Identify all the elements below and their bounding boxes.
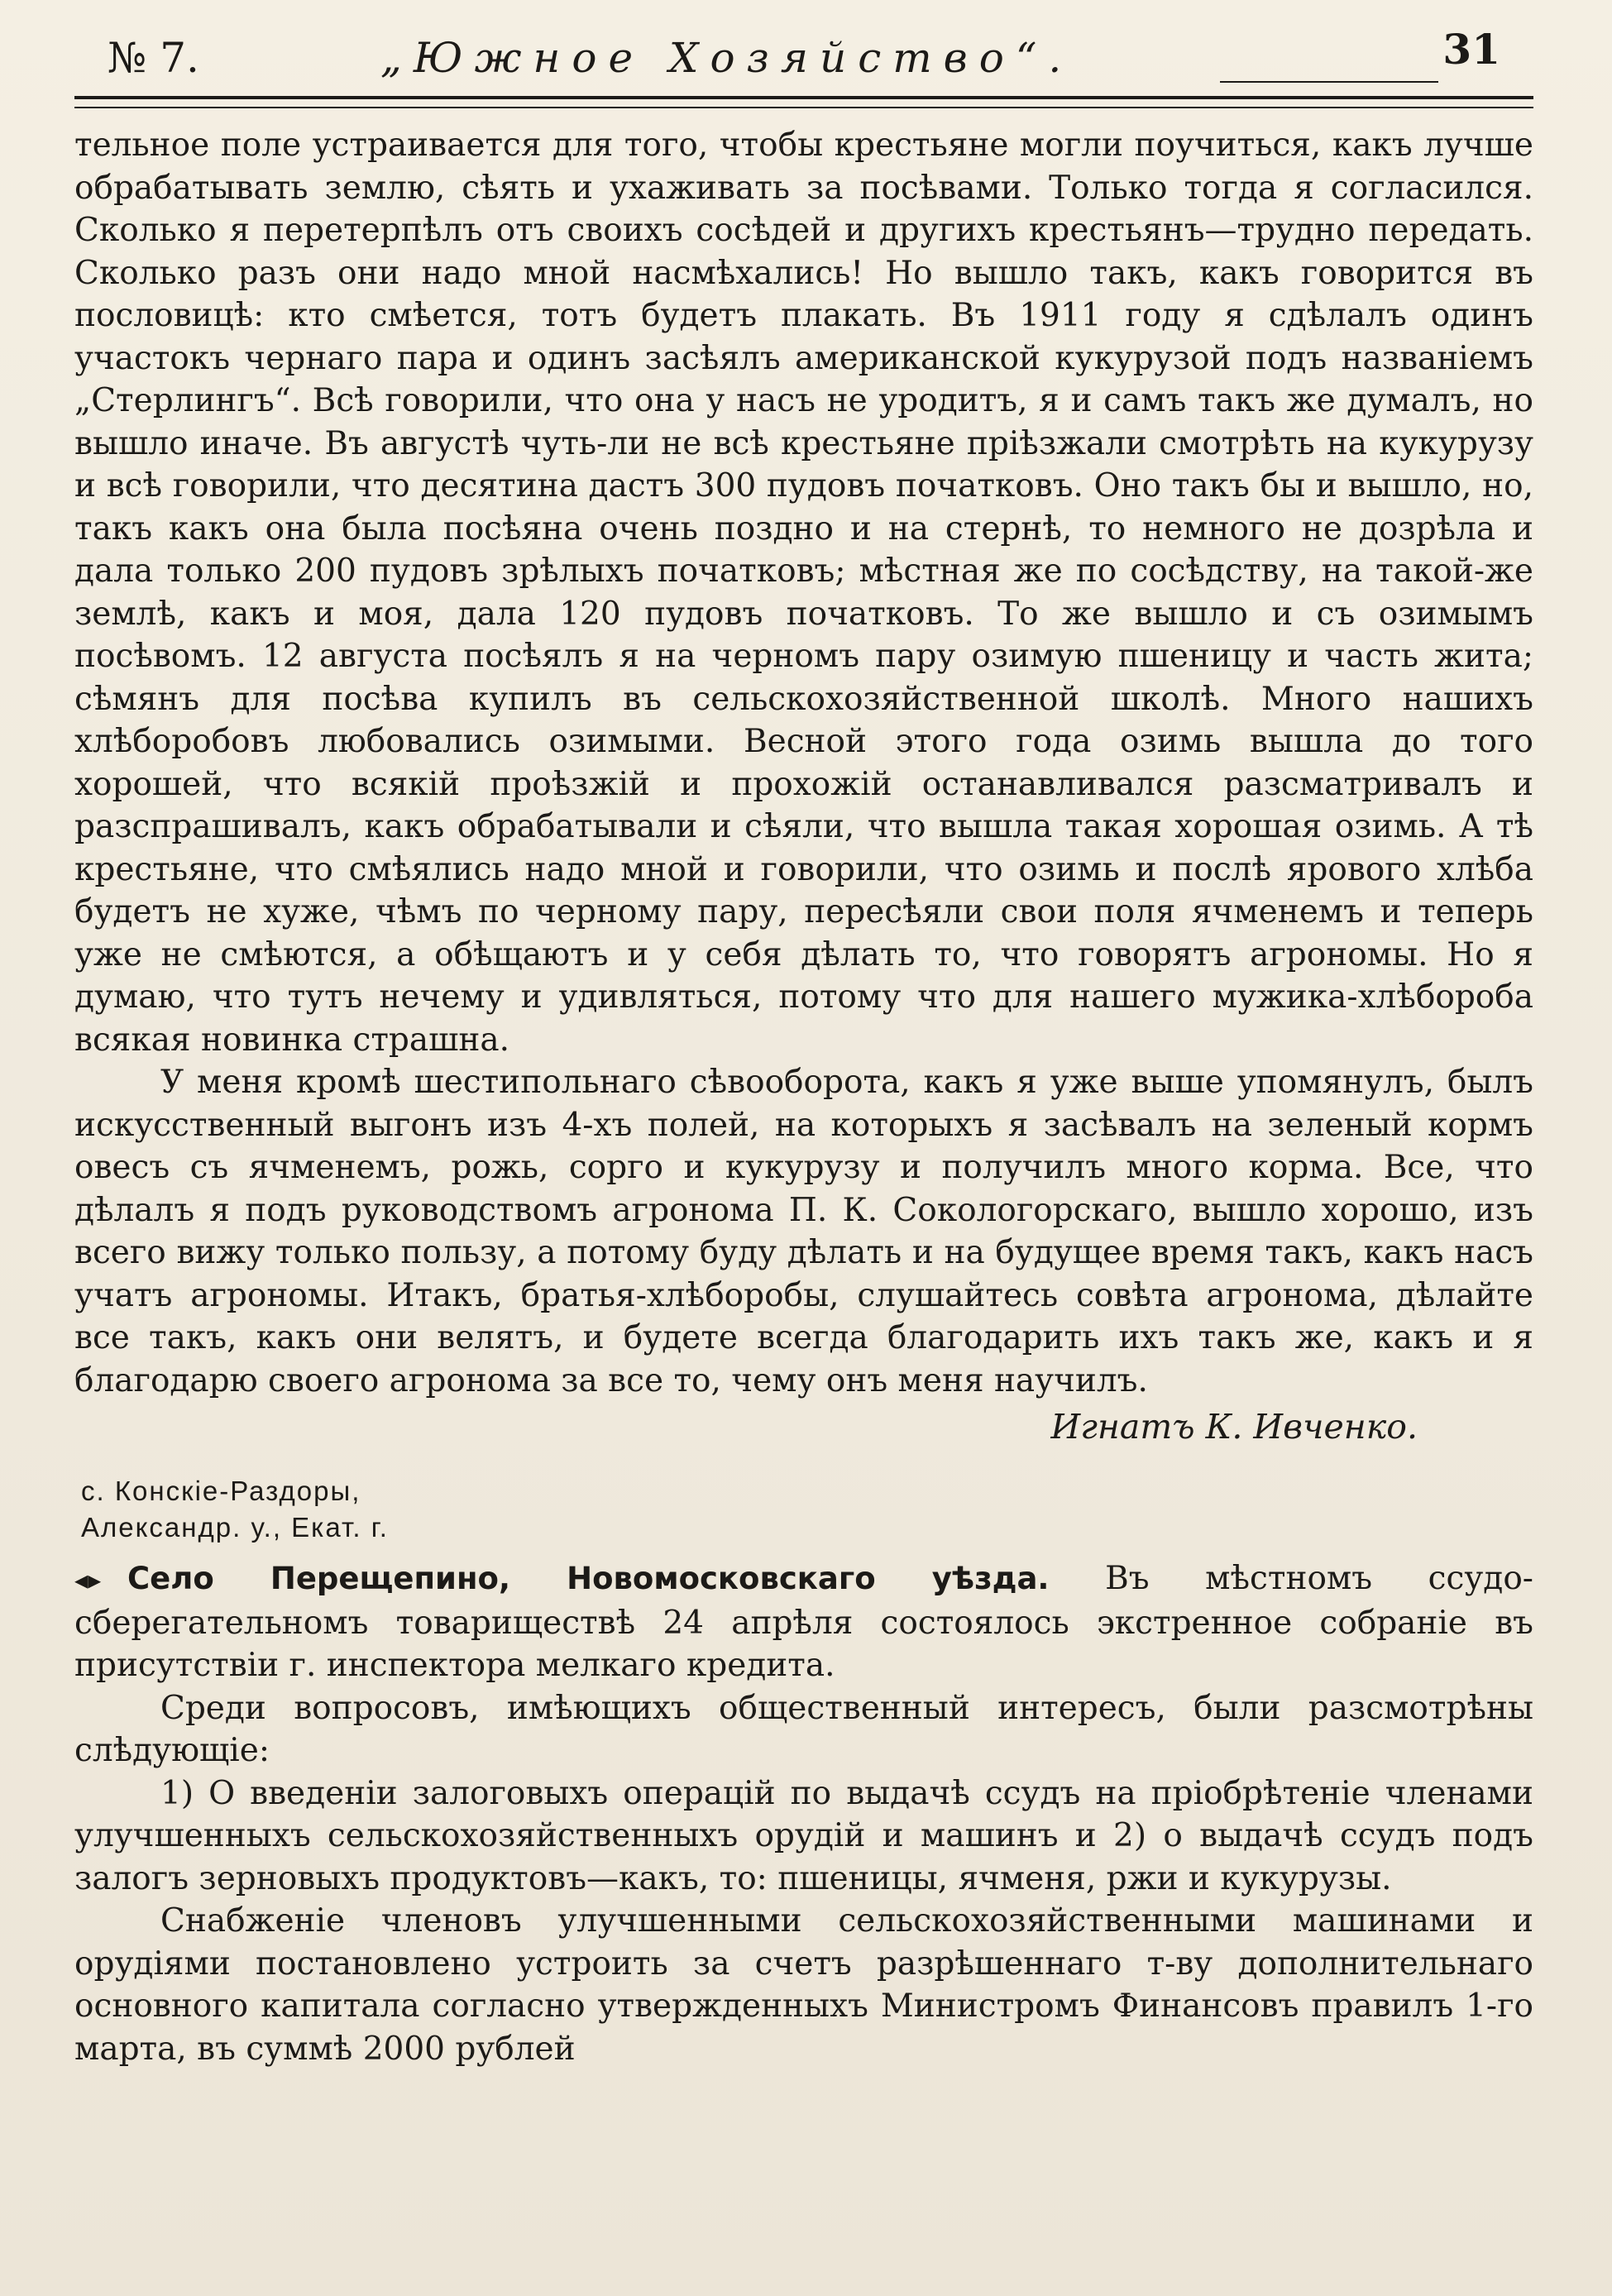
header-double-rule [74, 96, 1533, 108]
article2-intro: Въ мѣстномъ ссудо-сберегательномъ товариществѣ 24 апрѣля состоялось экстренное собраніе въ присутствіи г. инспектора мелкаго кредита. [74, 1560, 1533, 1684]
article2-paragraph-2: 1) О введеніи залоговыхъ операцій по выдачѣ ссудъ на пріобрѣтеніе членами улучшенныхъ сельскохозяйственныхъ орудій и машинъ и 2) о выдачѣ ссудъ подъ залогъ зерновыхъ продуктовъ—какъ, то: пшеницы, ячменя, ржи и кукурузы. [74, 1774, 1533, 1897]
article1-paragraph-1: тельное поле устраивается для того, чтобы крестьяне могли поучиться, какъ лучше обрабатывать землю, сѣять и ухаживать за посѣвами. Только тогда я согласился. Сколько я перетерпѣлъ отъ своихъ сосѣдей и другихъ крестьянъ—трудно передать. Сколько разъ они надо мной насмѣхались! Но вышло такъ, какъ говорится въ пословицѣ: кто смѣется, тотъ будетъ плакать. Въ 1911 году я сдѣлалъ одинъ участокъ чернаго пара и одинъ засѣялъ американской кукурузой подъ названіемъ „Стерлингъ“. Всѣ говорили, что она у насъ не уродитъ, я и самъ такъ же думалъ, но вышло иначе. Въ августѣ чуть-ли не всѣ крестьяне пріѣзжали смотрѣть на кукурузу и всѣ говорили, что десятина дастъ 300 пудовъ початковъ. Оно такъ бы и вышло, но, такъ какъ она была посѣяна очень поздно и на стернѣ, то немного не дозрѣла и дала только 200 пудовъ зрѣлыхъ початковъ; мѣстная же по сосѣдству, на такой-же землѣ, какъ и моя, дала 120 пудовъ початковъ. То же вышло и съ озимымъ посѣвомъ. 12 августа посѣялъ я на черномъ пару озимую пшеницу и часть жита; сѣмянъ для посѣва купилъ въ сельскохозяйственной школѣ. Много нашихъ хлѣборобовъ любовались озимыми. Весной этого года озимь вышла до того хорошей, что всякій проѣзжій и прохожій останавливался разсматривалъ и разспрашивалъ, какъ обрабатывали и сѣяли, что вышла такая хорошая озимь. А тѣ крестьяне, что смѣялись надо мной и говорили, что озимь и послѣ ярового хлѣба будетъ не хуже, чѣмъ по черному пару, пересѣяли свои поля ячменемъ и теперь уже не смѣются, а обѣщаютъ и у себя дѣлать то, что говорятъ агрономы. Но я думаю, что тутъ нечему и удивляться, потому что для нашего мужика-хлѣбороба всякая новинка страшна. [74, 127, 1533, 1059]
location-line-district: Александр. у., Екат. г. [81, 1512, 389, 1543]
author-location [81, 1473, 1533, 1546]
location-line-village: с. Конскіе-Раздоры, [81, 1476, 361, 1506]
section-marker-icon: ◂▸ [74, 1564, 102, 1595]
page-number: 31 [1442, 25, 1500, 74]
author-signature: Игнатъ К. Ивченко. [1050, 1407, 1418, 1447]
article2-lead-paragraph [74, 1557, 1533, 1687]
journal-title: „Южное Хозяйство“. [380, 34, 1074, 82]
running-header [74, 25, 1533, 108]
article2-paragraph-1: Среди вопросовъ, имѣющихъ общественный интересъ, были разсмотрѣны слѣдующіе: [74, 1689, 1533, 1769]
article2-heading: Село Перещепино, Новомосковскаго уѣзда. [127, 1561, 1050, 1596]
issue-number: № 7. [108, 34, 199, 82]
article2-paragraph-3: Снабженіе членовъ улучшенными сельскохозяйственными машинами и орудіями постановлено устроить за счетъ разрѣшеннаго т-ву дополнительнаго основного капитала согласно утвержденныхъ Министромъ Финансовъ правилъ 1-го марта, въ суммѣ 2000 рублей [74, 1902, 1533, 2068]
article1-paragraph-2: У меня кромѣ шестипольнаго сѣвооборота, какъ я уже выше упомянулъ, былъ искусственный выгонъ изъ 4-хъ полей, на которыхъ я засѣвалъ на зеленый кормъ овесъ съ ячменемъ, рожь, сорго и кукурузу и получилъ много корма. Все, что дѣлалъ я подъ руководствомъ агронома П. К. Сокологорскаго, вышло хорошо, изъ всего вижу только пользу, а потому буду дѣлать и на будущее время такъ, какъ насъ учатъ агрономы. Итакъ, братья-хлѣборобы, слушайтесь совѣта агронома, дѣлайте все такъ, какъ они велятъ, и будете всегда благодарить ихъ такъ же, какъ и я благодарю своего агронома за все то, чему онъ меня научилъ. [74, 1064, 1533, 1399]
header-leader-line [1220, 81, 1438, 83]
article-body [74, 124, 1533, 2070]
